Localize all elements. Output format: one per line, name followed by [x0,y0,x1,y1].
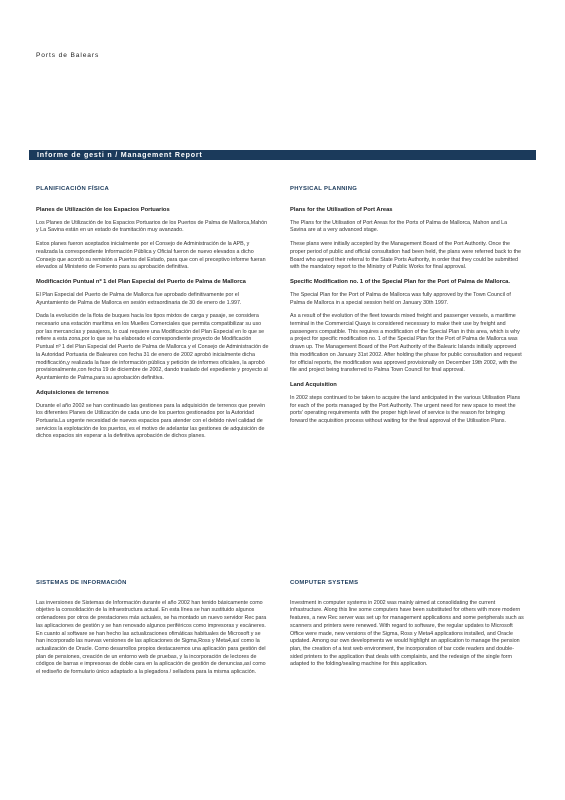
paragraph: As a result of the evolution of the fleet towards mixed freight and passenger vessels, a maritime terminal in the Commercial Quays is considered necessary to make their use by freight and passengers compatible. This requires a modification of the Special Plan in this area, which is why a project for specific modification no. 1 of the Special Plan for the Port of Palma de Mallorca was drawn up. The Management Board of the Port Authority of the Balearic Islands initially approved this modification on January 31st 2002. After holding the phase for public consultation and request for official reports, the modification was approved provisionally on December 19th 2002, with the file and project being transferred to Palma Town Council for final approval. [290,313,522,374]
right-column [290,186,524,432]
subheading-modificacion: Modificación Puntual nº 1 del Plan Especial del Puerto de Palma de Mallorca [36,278,246,285]
section-title-physical-planning: PHYSICAL PLANNING [290,186,358,192]
left-systems-block [36,580,270,683]
right-systems-block [290,580,524,675]
subheading-planes: Planes de Utilización de los Espacios Portuarios [36,206,170,213]
paragraph: The Plans for the Utilisation of Port Areas for the Ports of Palma de Mallorca, Mahon and La Savina are at a very advanced stage. [290,219,508,234]
paragraph: Dada la evolución de la flota de buques hacia los tipos mixtos de carga y pasaje, se considera necesario una estación marítima en los Muelles Comerciales que permita compatibilizar su uso por las mercancías y pasajeros, lo cual requiere una Modificación del Plan Especial en lo que se refiere a esta zona,por lo que se ha elaborado el correspondiente proyecto de Modificación Puntual nº 1 del Plan Especial del Puerto de Palma de Mallorca y el Consejo de Administración de la Autoridad Portuaria de Baleares con fecha 31 de enero de 2002 aprobó inicialmente dicha modificación,y realizada la fase de información pública y petición de informes oficiales, la aprobó provisionalmente,con fecha 19 de diciembre de 2002, dando traslado del expediente y proyecto al Ayuntamiento de Palma,para su aprobación definitiva. [36,313,269,381]
left-column [36,186,270,447]
paragraph: Estos planes fueron aceptados inicialmente por el Consejo de Administración de la APB, y realizada la correspondiente Información Pública y Oficial fueron de nuevo elevados a dicho Consejo que acordó su remisión a Puertos del Estado, para que con el preceptivo informe fueran elevados al Ministerio de Fomento para su aprobación definitiva. [36,241,266,271]
section-title-sistemas: SISTEMAS DE INFORMACIÓN [36,580,127,586]
subheading-plans: Plans for the Utilisation of Port Areas [290,206,393,213]
paragraph: El Plan Especial del Puerto de Palma de Mallorca fue aprobado definitivamente por el Ayuntamiento de Palma de Mallorca en sesión extraordinaria de 30 de enero de 1.997. [36,291,242,306]
paragraph: Durante el año 2002 se han continuado las gestiones para la adquisición de terrenos que prevén los diferentes Planes de Utilización de cada uno de los puertos gestionados por la Autoridad Portuaria.La urgente necesidad de nuevos espacios para atender con el debido nivel calidad de servicios la explotación de los puertos, es el motivo de adelantar las gestiones de adquisición de dichos espacios sin esperar a la definitiva aprobación de dichos planes. [36,402,266,440]
report-title-bar [29,150,536,160]
paragraph: These plans were initially accepted by the Management Board of the Port Authority. Once the proper period of public and official consultation had been held, the plans were referred back to the Board who agreed their referral to the State Ports Authority, in order that they could be submitted with the mandatory report to the Ministry of Public Works for final approval. [290,241,522,271]
subheading-specific-modification: Specific Modification no. 1 of the Special Plan for the Port of Palma de Mallorca. [290,278,510,285]
subheading-land-acquisition: Land Acquisition [290,381,337,388]
paragraph: In 2002 steps continued to be taken to acquire the land anticipated in the various Utilisation Plans for each of the ports managed by the Port Authority. The urgent need for new space to meet the ports' operating requirements with the proper high level of service is the reason for bringing forward the acquisition process without waiting for the final approval of the Utilisation Plans. [290,394,521,425]
paragraph: Los Planes de Utilización de los Espacios Portuarios de los Puertos de Palma de Mallorca,Mahón y La Savina están en un estado de tramitación muy avanzado. [36,219,268,234]
subheading-adquisiciones: Adquisiciones de terrenos [36,389,109,396]
paragraph: Investment in computer systems in 2002 was mainly aimed at consolidating the current infrastructure. Along this line some computers have been substituted for others with more modern features, a new Rec server was set up for management applications and some peripherals such as scanners and printers were renewed. With regard to software, the regular updates to Microsoft Office were made, new versions of the Sigma, Ross y Meta4 applications installed, and Oracle updated. Among our own developments we would highlight an application to manage the pension plan, the creation of a test web environment, the incorporation of bar code readers and double-sided printers to the application that deals with complaints, and the redesign of the single form adapted to the folding/sealing machine for this application. [290,599,524,668]
paragraph: Las inversiones de Sistemas de Información durante el año 2002 han tenido básicamente como objetivo la consolidación de la infraestructura actual. En esta línea se han sustituido algunos ordenadores por otros de prestaciones más actuales, se ha montado un nuevo servidor Rec para las aplicaciones de gestión y se han renovado algunos periféricos como impresoras y escáneres. En cuanto al software se han hecho las actualizaciones ofimáticas habituales de Microsoft y se han incorporado las nuevas versiones de las aplicaciones de Sigma,Ross y Meta4,así como la actualización de Oracle. Como desarrollos propios destacaremos una aplicación para gestión del plan de pensiones, creación de un entorno web de pruebas, y la incorporación de lectores de códigos de barras e impresoras de doble cara en la aplicación de gestión de denuncias,así como el rediseño de formulario único adaptado a la plegadora / selladora para la misma aplicación. [36,599,267,676]
report-title: Informe de gesti n / Management Report [37,150,203,159]
section-title-planificacion: PLANIFICACIÓN FÍSICA [36,186,110,192]
section-title-computer-systems: COMPUTER SYSTEMS [290,580,359,586]
paragraph: The Special Plan for the Port of Palma de Mallorca was fully approved by the Town Council of Palma de Mallorca in a special session held on January 30th 1997. [290,291,511,306]
brand-header: Ports de Balears [36,52,100,59]
